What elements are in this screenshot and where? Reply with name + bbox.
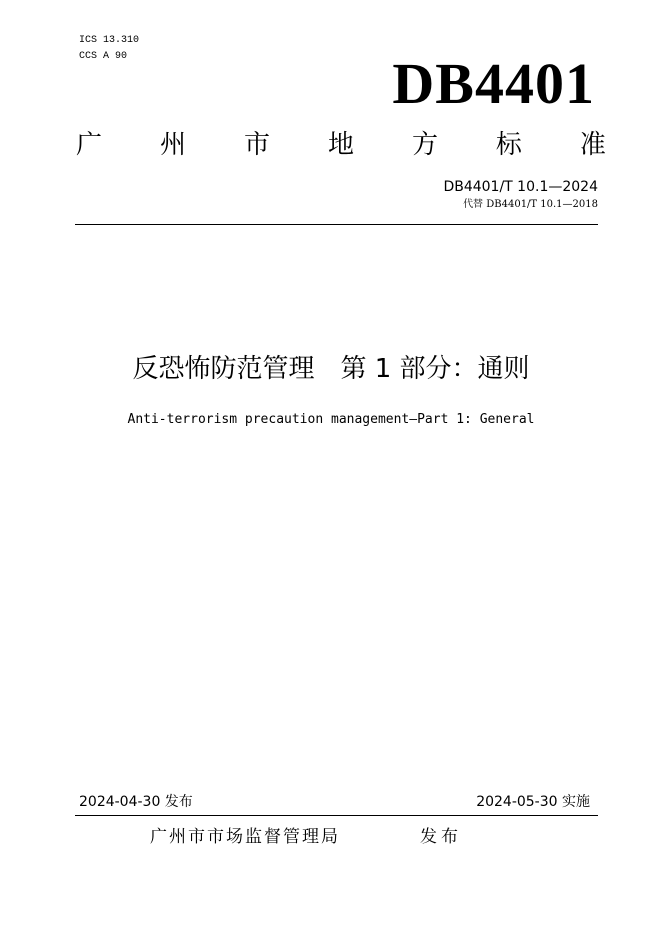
publish-date: 2024-04-30 发布 [79,794,193,810]
issuing-authority: 广州市市场监督管理局 [150,827,340,847]
ics-code: ICS 13.310 [79,35,140,46]
footer-divider [75,815,598,816]
category-char: 州 [159,129,186,160]
document-title-cn: 反恐怖防范管理 第 1 部分：通则 [132,354,530,384]
replaces-note: 代替 DB4401/T 10.1—2018 [463,199,598,210]
effective-date: 2024-05-30 实施 [476,794,590,810]
standard-category-title [76,122,606,162]
category-char: 标 [495,129,522,160]
standard-number: DB4401/T 10.1—2024 [443,179,598,195]
issue-label: 发布 [420,827,462,847]
category-char: 广 [76,129,103,160]
header-divider [75,224,598,225]
category-char: 方 [411,129,438,160]
category-char: 准 [579,129,606,160]
ccs-code: CCS A 90 [79,51,128,62]
category-char: 市 [243,129,270,160]
document-title-en: Anti-terrorism precaution management—Part 1: General [127,412,535,427]
standard-mark: DB4401 [392,51,595,116]
category-char: 地 [327,129,354,160]
